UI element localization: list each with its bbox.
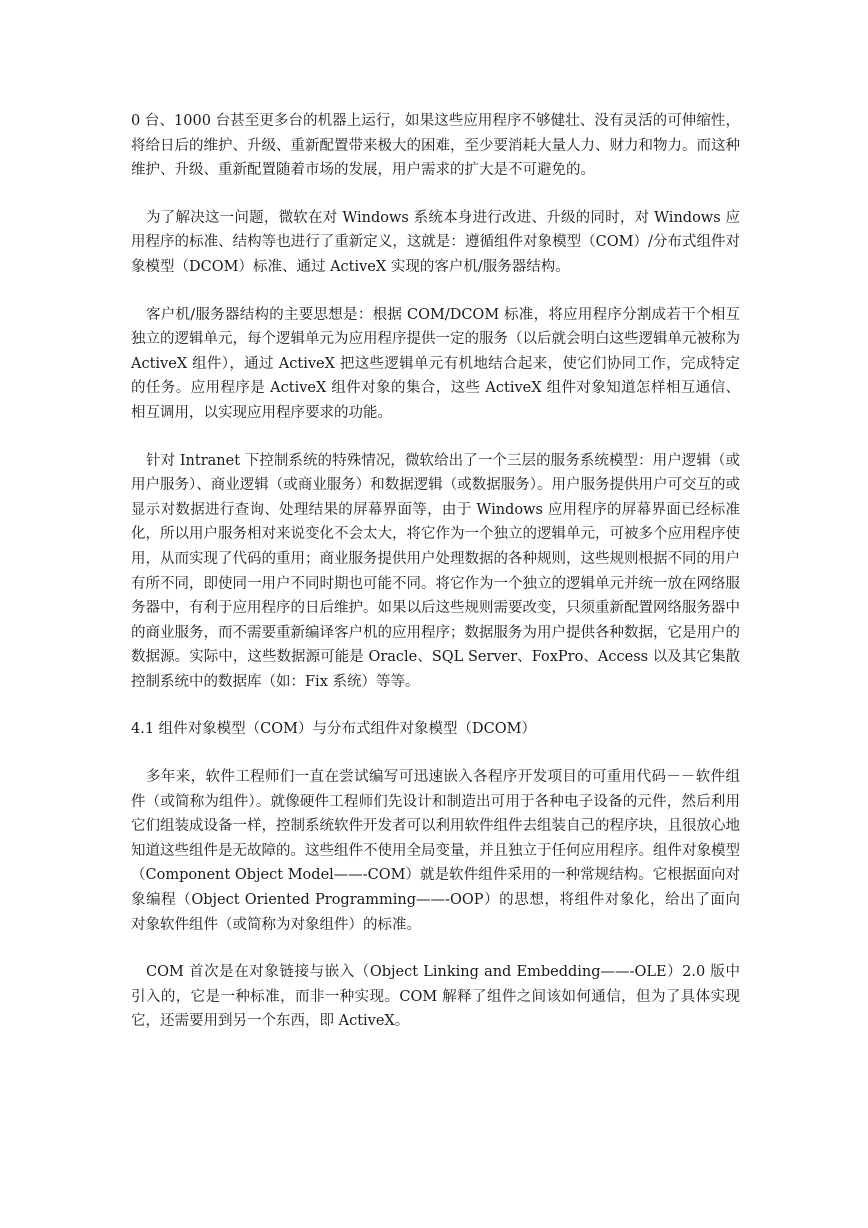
section-paragraph-1: 多年来，软件工程师们一直在尝试编写可迅速嵌入各程序开发项目的可重用代码－－软件组件（或简称为组件）。就像硬件工程师们先设计和制造出可用于各种电子设备的元件，然后利用它们组装成设备一样，控制系统软件开发者可以利用软件组件去组装自己的程序块，且很放心地知道这些组件是无故障的。这些组件不使用全局变量，并且独立于任何应用程序。组件对象模型（Component Object Model——-COM）就是软件组件采用的一种常规结构。它根据面向对象编程（Object Oriented Programming——-OOP）的思想，将组件对象化，给出了面向对象软件组件（或简称为对象组件）的标准。 — [131, 769, 740, 933]
section-heading: 4.1 组件对象模型（COM）与分布式组件对象模型（DCOM） — [131, 721, 536, 738]
paragraph-1: 0 台、1000 台甚至更多台的机器上运行，如果这些应用程序不够健壮、没有灵活的可伸缩性，将给日后的维护、升级、重新配置带来极大的困难，至少要消耗大量人力、财力和物力。而这种维护、升级、重新配置随着市场的发展，用户需求的扩大是不可避免的。 — [131, 113, 740, 179]
section-paragraph-2: COM 首次是在对象链接与嵌入（Object Linking and Embedding——-OLE）2.0 版中引入的，它是一种标准，而非一种实现。COM 解释了组件之间该如何通信，但为了具体实现它，还需要用到另一个东西，即 ActiveX。 — [131, 964, 740, 1030]
paragraph-3: 客户机/服务器结构的主要思想是：根据 COM/DCOM 标准，将应用程序分割成若干个相互独立的逻辑单元，每个逻辑单元为应用程序提供一定的服务（以后就会明白这些逻辑单元被称为 ActiveX 组件），通过 ActiveX 把这些逻辑单元有机地结合起来，使它们协同工作，完成特定的任务。应用程序是 ActiveX 组件对象的集合，这些 ActiveX 组件对象知道怎样相互通信、相互调用，以实现应用程序要求的功能。 — [131, 306, 740, 421]
document-page — [131, 109, 740, 1057]
paragraph-4: 针对 Intranet 下控制系统的特殊情况，微软给出了一个三层的服务系统模型：用户逻辑（或用户服务）、商业逻辑（或商业服务）和数据逻辑（或数据服务）。用户服务提供用户可交互的或显示对数据进行查询、处理结果的屏幕界面等，由于 Windows 应用程序的屏幕界面已经标准化，所以用户服务相对来说变化不会太大，将它作为一个独立的逻辑单元，可被多个应用程序使用，从而实现了代码的重用；商业服务提供用户处理数据的各种规则，这些规则根据不同的用户有所不同，即使同一用户不同时期也可能不同。将它作为一个独立的逻辑单元并统一放在网络服务器中，有利于应用程序的日后维护。如果以后这些规则需要改变，只须重新配置网络服务器中的商业服务，而不需要重新编译客户机的应用程序；数据服务为用户提供各种数据，它是用户的数据源。实际中，这些数据源可能是 Oracle、SQL Server、FoxPro、Access 以及其它集散控制系统中的数据库（如：Fix 系统）等等。 — [131, 452, 740, 690]
paragraph-2: 为了解决这一问题，微软在对 Windows 系统本身进行改进、升级的同时，对 Windows 应用程序的标准、结构等也进行了重新定义，这就是：遵循组件对象模型（COM）/分布式组件对象模型（DCOM）标准、通过 ActiveX 实现的客户机/服务器结构。 — [131, 209, 740, 275]
